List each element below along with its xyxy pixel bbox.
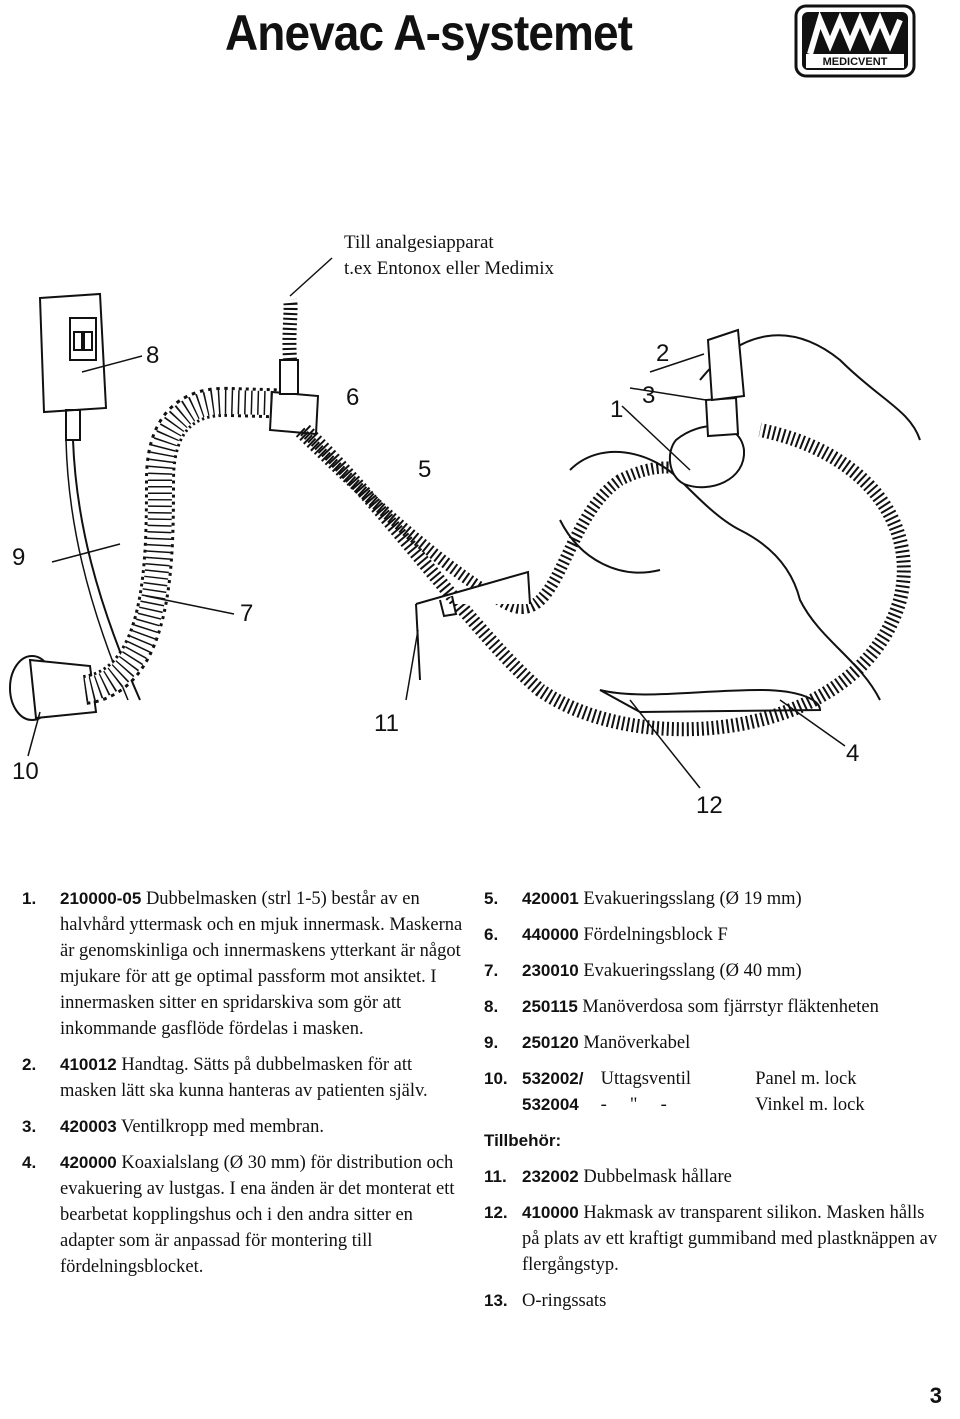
parts-list-right [484, 886, 944, 1324]
outlet-valve [10, 656, 96, 720]
part-number: 7. [484, 961, 499, 980]
part-item [22, 1052, 467, 1104]
callout-8: 8 [146, 342, 160, 369]
caption-line-1: Till analgesiapparat [344, 232, 494, 253]
callout-7: 7 [240, 600, 254, 627]
callout-3: 3 [642, 382, 656, 409]
part-description: Hakmask av transparent silikon. Masken hålls på plats av ett kraftigt gummiband med plastknäppen av flergångstyp. [522, 1203, 938, 1275]
double-mask [670, 330, 744, 487]
part-description: Manöverdosa som fjärrstyr fläktenheten [582, 997, 879, 1017]
page-number: 3 [929, 1383, 942, 1408]
part-number: 13. [484, 1291, 508, 1310]
part-item [484, 958, 944, 984]
accessory-item [484, 1164, 944, 1190]
part-code: 420003 [60, 1117, 117, 1136]
diagram-caption [344, 230, 554, 282]
logo-text: MEDICVENT [822, 56, 888, 68]
callout-11: 11 [374, 710, 399, 737]
part-item-10 [484, 1066, 944, 1118]
part-item [22, 1150, 467, 1280]
page-title: Anevac A-systemet [225, 5, 633, 61]
accessories-heading: Tillbehör: [484, 1131, 562, 1150]
part-description: Dubbelmask hållare [583, 1167, 732, 1187]
callout-2: 2 [656, 340, 670, 367]
part-number: 8. [484, 997, 499, 1016]
part-item [22, 886, 467, 1042]
distribution-block [270, 360, 318, 434]
caption-line-2: t.ex Entonox eller Medimix [344, 258, 555, 279]
part-code: 410012 [60, 1055, 117, 1074]
coaxial-hose [305, 430, 904, 729]
part-10-row-2 [522, 1092, 944, 1118]
part-item [22, 1114, 467, 1140]
callout-4: 4 [846, 740, 860, 767]
callout-9: 9 [12, 544, 26, 571]
part-item [484, 1030, 944, 1056]
part-code: 532004 [522, 1095, 579, 1114]
part-number: 9. [484, 1033, 499, 1052]
part-number: 1. [22, 889, 37, 908]
part-number: 4. [22, 1153, 37, 1172]
callout-6: 6 [346, 384, 360, 411]
supply-hose [289, 300, 290, 360]
callout-10: 10 [12, 758, 39, 785]
part-item [484, 922, 944, 948]
part-code: 440000 [522, 925, 579, 944]
part-description: Evakueringsslang (Ø 19 mm) [583, 889, 802, 909]
part-code: 230010 [522, 961, 579, 980]
callout-1: 1 [610, 396, 624, 423]
accessory-item [484, 1200, 944, 1278]
part-number: 2. [22, 1055, 37, 1074]
part-number: 6. [484, 925, 499, 944]
part-number: 3. [22, 1117, 37, 1136]
accessory-item [484, 1288, 944, 1314]
part-code: 410000 [522, 1203, 579, 1222]
part-10-row-1 [522, 1066, 944, 1092]
part-description: O-ringssats [522, 1291, 607, 1311]
part-variant: Panel m. lock [755, 1069, 857, 1089]
callout-5: 5 [418, 456, 432, 483]
parts-list-left [22, 886, 467, 1290]
part-item [484, 886, 944, 912]
part-number: 11. [484, 1167, 507, 1186]
part-item [484, 994, 944, 1020]
part-code: 532002/ [522, 1069, 584, 1088]
part-number: 10. [484, 1069, 508, 1088]
part-description: Dubbelmasken (strl 1-5) består av en halvhård yttermask och en mjuk innermask. Maskerna är genomskinliga och innermaskens ytterkant är något mjukare för att ge optimal passform mot ansiktet. I innermasken sitter en spridarskiva som gör att inkommande gasflöde fördelas i masken. [60, 889, 463, 1039]
part-number: 5. [484, 889, 499, 908]
part-variant: Vinkel m. lock [755, 1095, 865, 1115]
part-code: 420000 [60, 1153, 117, 1172]
callout-12: 12 [696, 792, 723, 819]
part-description: Fördelningsblock F [583, 925, 728, 945]
part-name: Uttagsventil [600, 1069, 692, 1089]
part-code: 250115 [522, 997, 578, 1016]
mask-holder [416, 572, 530, 680]
part-code: 420001 [522, 889, 579, 908]
part-description: Handtag. Sätts på dubbelmasken för att masken lätt ska kunna hanteras av patienten själv. [60, 1055, 428, 1101]
part-code: 232002 [522, 1167, 579, 1186]
control-box [40, 294, 106, 440]
part-description: Manöverkabel [583, 1033, 691, 1053]
part-name: - " - [600, 1095, 667, 1115]
part-code: 250120 [522, 1033, 579, 1052]
part-number: 12. [484, 1203, 508, 1222]
part-description: Koaxialslang (Ø 30 mm) för distribution och evakuering av lustgas. I ena änden är det monterat ett bearbetat kopplingshus och i den andra sitter en adapter som är anpassad för montering till fördelningsblocket. [60, 1153, 455, 1277]
part-description: Ventilkropp med membran. [121, 1117, 324, 1137]
part-code: 210000-05 [60, 889, 142, 908]
part-description: Evakueringsslang (Ø 40 mm) [583, 961, 802, 981]
